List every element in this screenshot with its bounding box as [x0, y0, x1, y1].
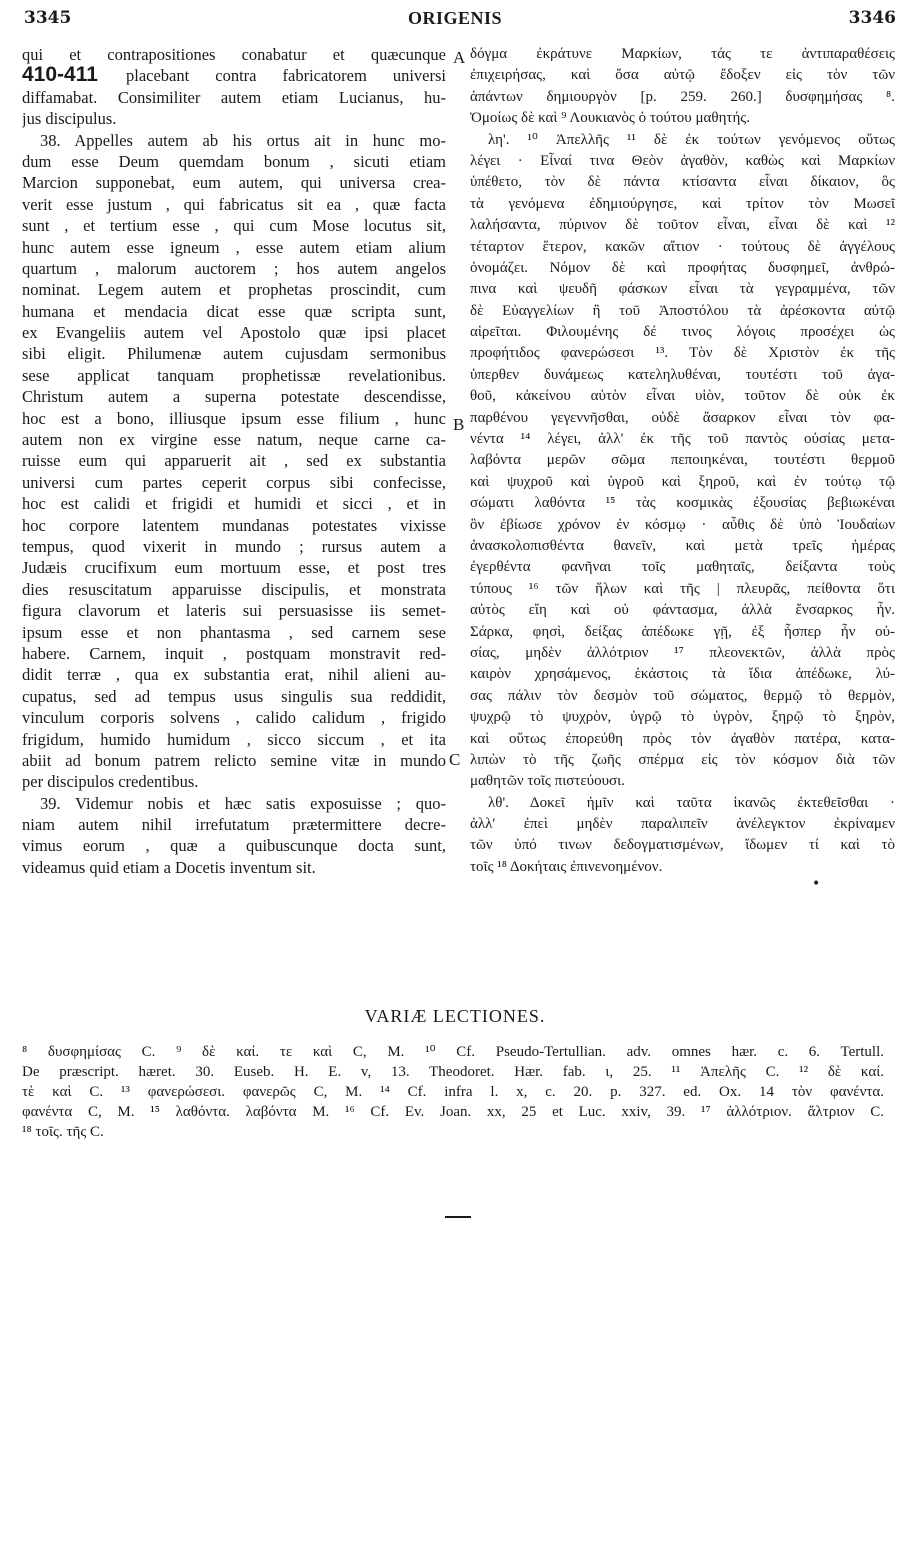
note-line: ¹⁸ τοῖς. τῆς C. — [22, 1124, 104, 1140]
page-number-right: 3346 — [848, 8, 896, 28]
latin-line: qui et contrapositiones conabatur et quæcunque — [22, 45, 446, 64]
latin-column — [22, 44, 446, 878]
latin-line: autem non ex virgine esse natum, neque carne ca- — [22, 430, 446, 450]
greek-line: τὰ γενόμενα ἐδημιούργησε, καὶ τρίτον τὸν Μωσεῖ — [470, 195, 895, 212]
greek-line: τύπους ¹⁶ τῶν ἥλων καὶ τῆς | πλευρᾶς, πείθοντα ὅτι — [470, 580, 895, 597]
latin-line: nominat. Legem autem et prophetas proscindit, cum — [22, 280, 446, 300]
section-letter-a: A — [453, 48, 466, 67]
greek-line: Ὁμοίως δὲ καὶ ⁹ Λουκιανὸς ὁ τούτου μαθητής. — [470, 110, 750, 127]
greek-line: παρθένου γεγεννῆσθαι, οὐδὲ ἄσαρκον εἶναι τὸν φα- — [470, 409, 895, 426]
greek-line: ὑπέθετο, τὸν δὲ πάντα κτίσαντα εἶναι δίκαιον, ὃς — [470, 174, 895, 191]
greek-line: τέταρτον ἕτερον, κακῶν αἴτιον · τούτους δὲ ἀγγέλους — [470, 238, 895, 255]
greek-line: τῶν ὑπό τινων δεδογματισμένων, ἴδωμεν τί καὶ τὸ — [470, 837, 895, 854]
greek-line: λη'. ¹⁰ Ἀπελλῆς ¹¹ δὲ ἐκ τούτων γενόμενος οὕτως — [488, 131, 895, 148]
latin-line: tempus, quod vixerit in mundo ; rursus autem a — [22, 536, 446, 556]
greek-line: προφήτιδος φανερώσεσι ¹³. Τὸν δὲ Χριστὸν ἐκ τῆς — [470, 345, 895, 362]
latin-line: sese applicat tanquam prophetissæ revelationibus. — [22, 365, 446, 385]
greek-line: Σάρκα, φησὶ, δείξας ἀπέδωκε γῇ, ἐξ ἧσπερ ἦν οὐ- — [470, 623, 895, 640]
greek-line: σίας, μηδὲν ἀλλότριον ¹⁷ πλεονεκτῶν, ἀλλὰ πρὸς — [470, 644, 895, 661]
latin-line: universi cum partes ceperit corpus sibi confecisse, — [22, 472, 446, 492]
note-line: De præscript. hæret. 30. Euseb. H. E. v, 13. Theodoret. Hær. fab. ι, 25. ¹¹ Ἀπελῆς C. ¹² δὲ καί. — [22, 1064, 884, 1080]
greek-line: λιπὼν τὸ τῆς ζωῆς σπέρμα εἰς τὸν κόσμον διὰ τῶν — [470, 751, 895, 768]
latin-line: ruisse eum qui apparuerit ait , sed ex substantia — [22, 451, 446, 471]
variae-heading: VARIÆ LECTIONES. — [364, 1006, 546, 1026]
greek-line: πινα καὶ ψευδῆ φάσκων εἶναι τὰ γεγραμμένα, τῶν — [470, 281, 895, 298]
latin-line: per discipulos credentibus. — [22, 772, 199, 792]
latin-line: niam autem nihil irrefutatum prætermittere decre- — [22, 815, 446, 835]
latin-line: frigidum, humido humidum , sicco siccum , et ita — [22, 729, 446, 749]
latin-line: ipsum esse et non phantasma , sed carnem sese — [22, 622, 446, 642]
page-number-left: 3345 — [24, 8, 72, 28]
latin-line: Marcion supponebat, eum autem, qui universa crea- — [22, 173, 446, 193]
latin-line: hoc est a bono, illiusque ipsum esse filium , hunc — [22, 408, 446, 428]
greek-line: καὶ οὕτως ἐπορεύθη πρὸς τὸν ἀγαθὸν πατέρα, κατα- — [470, 730, 895, 747]
greek-line: αὐτὸς εἴη καὶ οὐ φάντασμα, ἀλλὰ ἔνσαρκος ἦν. — [470, 602, 895, 619]
greek-line: ὑπερθεν δυνάμεως κατεληλυθέναι, τουτέστι τοῦ ἀγα- — [470, 366, 895, 383]
latin-line: jus discipulus. — [22, 109, 117, 129]
greek-line: μαθητῶν τοῖς πιστεύουσι. — [470, 773, 625, 790]
running-title: ORIGENIS — [407, 8, 503, 28]
greek-line: νέντα ¹⁴ λέγει, ἀλλ' ἐκ τῆς τοῦ παντὸς οὐσίας μετα- — [470, 431, 895, 448]
latin-line: dum esse Deum quemdam bonum , sicuti etiam — [22, 151, 446, 171]
greek-line: δὲ Εὐαγγελίων ἢ τοῦ Ἀποστόλου τὰ ἀρέσκοντα αὐτῷ — [470, 302, 895, 319]
end-rule — [445, 1216, 471, 1218]
latin-line: humana et mendacia dicat esse quæ scripta sunt, — [22, 301, 446, 321]
greek-line: ἐγερθέντα φανῆναι τοῖς μαθηταῖς, δείξαντα τοὺς — [470, 559, 895, 576]
greek-line: λθ'. Δοκεῖ ἡμῖν καὶ ταῦτα ἱκανῶς ἐκτεθεῖσθαι · — [488, 794, 895, 811]
latin-line: Judæis crucifixum eum mortuum esse, et post tres — [22, 558, 446, 578]
greek-line: δόγμα ἐκράτυνε Μαρκίων, τάς τε ἀντιπαραθέσεις — [470, 46, 895, 62]
latin-line: abiit ad bonum patrem relicto semine vitæ in mundo — [22, 750, 446, 770]
latin-line: habere. Carnem, inquit , postquam monstravit red- — [22, 643, 446, 663]
greek-line: σας πάλιν τὸν δεσμὸν τοῦ σώματος, θερμῷ τὸ θερμὸν, — [470, 687, 895, 704]
greek-line: ὃν ἐβίωσε χρόνον ἐν κόσμῳ · αὖθις δὲ ὑπὸ Ἰουδαίων — [470, 516, 895, 533]
latin-line: 38. Appelles autem ab his ortus ait in hunc mo- — [40, 130, 446, 150]
latin-line: videamus quid etiam a Docetis inventum sit. — [22, 857, 316, 877]
latin-line: 39. Videmur nobis et hæc satis exposuisse ; quo- — [40, 793, 446, 813]
greek-line: σώματι λαθόντα ¹⁵ τὰς κοσμικὰς ἐξουσίας βεβιωκέναι — [470, 495, 895, 512]
latin-line: sibi eligit. Philumenæ autem cujusdam sermonibus — [22, 344, 446, 364]
greek-line: ἀνασκολοπισθέντα θανεῖν, καὶ μετὰ τρεῖς ἡμέρας — [470, 537, 895, 554]
latin-line: sunt , et tertium esse , qui cum Mose locutus sit, — [22, 216, 446, 236]
greek-column — [470, 44, 895, 878]
latin-line: didit terræ , qua ex substantia erat, nihil alieni au- — [22, 665, 446, 685]
latin-line: vinculum corporis solvens , calido calidum , frigido — [22, 708, 446, 728]
greek-line: αἱρεῖται. Φιλουμένης δέ τινος λόγοις προσέχει ὡς — [470, 324, 895, 341]
latin-line: vimus eorum , quæ a quibuscunque docta sunt, — [22, 836, 446, 856]
latin-line: dies resuscitatum apparuisse discipulis, et monstrata — [22, 579, 446, 599]
latin-line: quartum , malorum auctorem ; hos autem angelos — [22, 258, 446, 278]
greek-line: ἀλλ' ἐπεὶ μηδὲν παραλιπεῖν ἀνέλεγκτον ἐκρίναμεν — [470, 816, 895, 833]
latin-line: cupatus, sed ad tempus usus singulis sua reddidit, — [22, 686, 446, 706]
latin-line: ex Evangeliis autem vel Apostolo quæ ipsi placet — [22, 323, 446, 343]
greek-line: θοῦ, κἀκείνου αὐτὸν εἶναι υἱὸν, τοῦτον δὲ οὐκ ἐκ — [470, 388, 895, 405]
greek-line: λαβόντα μερῶν σῶμα πεποιηκέναι, τουτέστι θερμοῦ — [470, 452, 895, 469]
variae-notes — [22, 1042, 884, 1142]
latin-line: hoc est calidi et frigidi et humidi et sicci , et in — [22, 494, 446, 514]
dot-mark: • — [812, 876, 821, 892]
greek-line: λέγει · Εἶναί τινα Θεὸν ἀγαθὸν, καθὼς καὶ Μαρκίων — [470, 152, 895, 169]
section-letter-b: B — [453, 415, 465, 434]
greek-line: λαλήσαντα, πύρινον δὲ τοῦτον εἶναι, εἶναι δὲ καὶ ¹² — [470, 217, 895, 234]
latin-line: figura clavorum et lateris sui persuasisse iis semet- — [22, 601, 446, 621]
latin-line: hoc corpore latentem mundanas potestates vixisse — [22, 515, 446, 535]
greek-line: καὶ ψυχροῦ καὶ ὑγροῦ καὶ ξηροῦ, καὶ ἐν τούτῳ τῷ — [470, 473, 895, 490]
greek-line: τοῖς ¹⁸ Δοκήταις ἐπινενοημένον. — [470, 858, 663, 875]
column-reference: 410-411 — [22, 63, 98, 86]
greek-line: ψυχρῷ τὸ ψυχρὸν, ὑγρῷ τὸ ὑγρὸν, ξηρῷ τὸ ξηρὸν, — [470, 709, 895, 726]
latin-line: diffamabat. Consimiliter autem etiam Lucianus, hu- — [22, 87, 446, 107]
greek-line: ὀνομάζει. Νόμον δὲ καὶ προφήτας δυσφημεῖ, ἀνθρώ- — [470, 259, 895, 276]
greek-line: ἁπάντων δημιουργὸν [p. 259. 260.] δυσφημήσας ⁸. — [470, 88, 895, 105]
section-letter-c: C — [449, 750, 461, 769]
note-line: φανέντα C, M. ¹⁵ λαθόντα. λαβόντα M. ¹⁶ Cf. Ev. Joan. xx, 25 et Luc. xxiv, 39. ¹⁷ ἀλλότριον. ἄλτριον C. — [22, 1104, 884, 1120]
note-line: τὲ καὶ C. ¹³ φανερώσεσι. φανερῶς C, M. ¹⁴ Cf. infra l. x, c. 20. p. 327. ed. Ox. 14 τὸν φανέντα. — [22, 1084, 884, 1100]
greek-line: ἐπιχειρήσας, καὶ ὅσα αὐτῷ ἔδοξεν εἰς τὸν τῶν — [470, 67, 895, 84]
latin-line: hunc autem esse igneum , esse autem etiam alium — [22, 237, 446, 257]
latin-line: placebant contra fabricatorem universi — [126, 66, 446, 86]
greek-line: καιρὸν χρησάμενος, ἑκάστοις τὰ ἴδια ἀπέδωκε, λύ- — [470, 666, 895, 683]
latin-line: Christum autem a superna potestate descendisse, — [22, 387, 446, 407]
latin-line: verit esse justum , qui fabricatus sit ea , quæ facta — [22, 194, 446, 214]
note-line: ⁸ δυσφημίσας C. ⁹ δὲ καί. τε καὶ C, M. ¹⁰ Cf. Pseudo-Tertullian. adv. omnes hær. c. 6. Tertull. — [22, 1044, 884, 1060]
